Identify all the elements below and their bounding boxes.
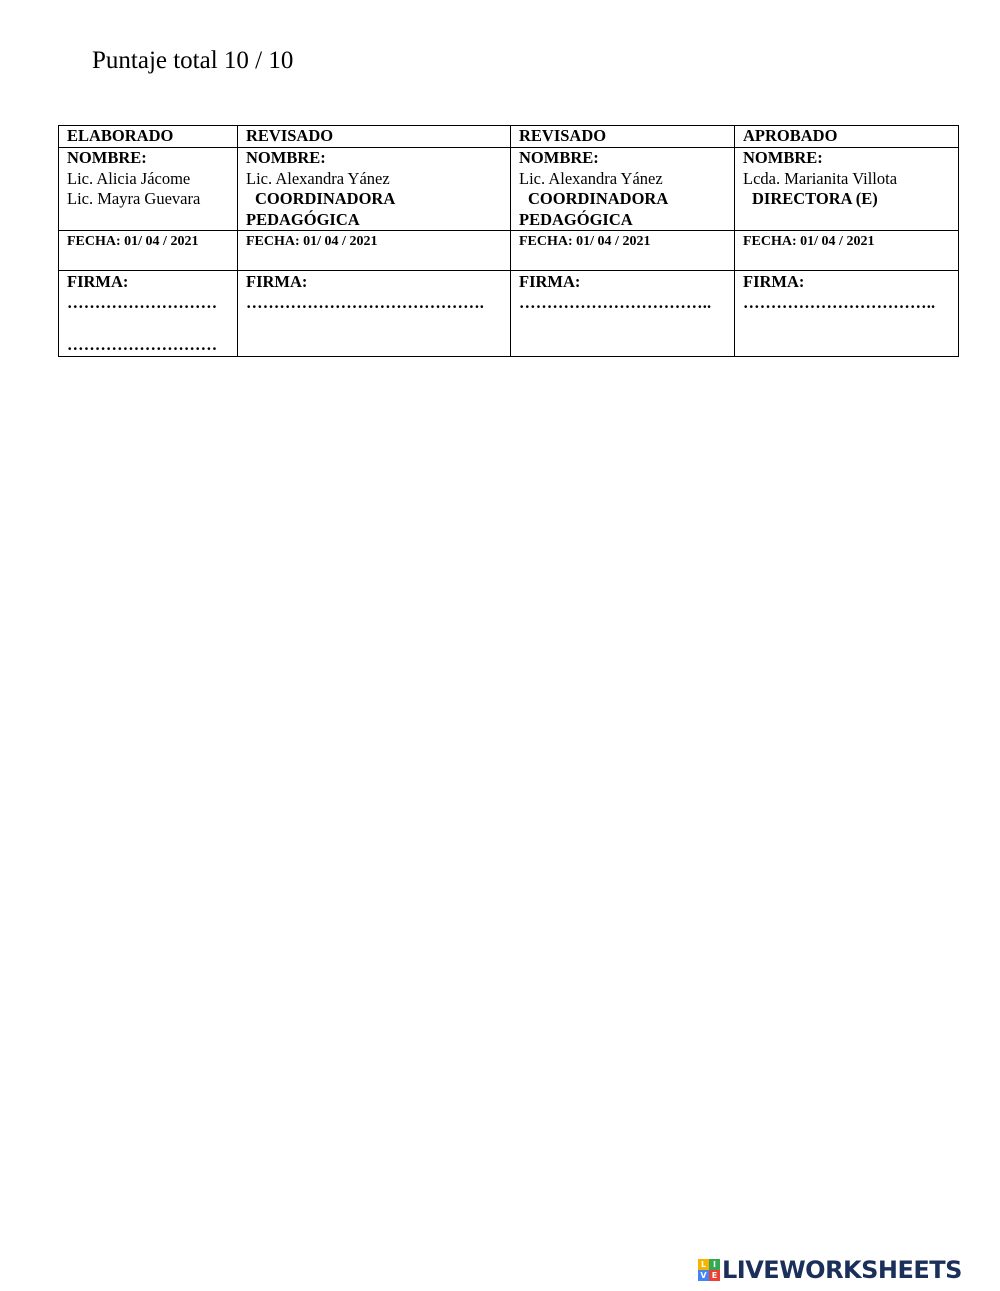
signature-line: …………………………….. bbox=[743, 292, 936, 312]
date-revisado-1: FECHA: 01/ 04 / 2021 bbox=[238, 231, 511, 271]
name-label: NOMBRE: bbox=[519, 148, 599, 167]
role-title: DIRECTORA (E) bbox=[752, 189, 878, 208]
name-label: NOMBRE: bbox=[67, 148, 147, 167]
signature-cell-revisado-1 bbox=[238, 271, 511, 357]
signature-label: FIRMA: bbox=[246, 272, 308, 291]
logo-tile: E bbox=[709, 1270, 720, 1281]
heading-row bbox=[59, 126, 959, 148]
role-title: PEDAGÓGICA bbox=[519, 209, 633, 229]
person-name: Lic. Alicia Jácome bbox=[67, 168, 191, 188]
signature-label: FIRMA: bbox=[519, 272, 581, 291]
heading-aprobado: APROBADO bbox=[735, 126, 959, 148]
date-aprobado: FECHA: 01/ 04 / 2021 bbox=[735, 231, 959, 271]
score-text: Puntaje total 10 / 10 bbox=[92, 47, 294, 74]
signature-cell-revisado-2 bbox=[511, 271, 735, 357]
liveworksheets-watermark bbox=[698, 1256, 962, 1284]
person-name: Lic. Alexandra Yánez bbox=[246, 168, 390, 188]
name-cell-elaborado bbox=[59, 148, 238, 231]
name-cell-aprobado bbox=[735, 148, 959, 231]
date-row bbox=[59, 231, 959, 271]
signature-line: …………………………….. bbox=[519, 292, 712, 312]
person-name: Lcda. Marianita Villota bbox=[743, 168, 898, 188]
heading-elaborado: ELABORADO bbox=[59, 126, 238, 148]
liveworksheets-logo-icon bbox=[698, 1259, 720, 1281]
date-elaborado: FECHA: 01/ 04 / 2021 bbox=[59, 231, 238, 271]
role-title: COORDINADORA bbox=[255, 189, 396, 208]
logo-tile: V bbox=[698, 1270, 709, 1281]
name-cell-revisado-1 bbox=[238, 148, 511, 231]
logo-tile: L bbox=[698, 1259, 709, 1270]
approval-table bbox=[58, 125, 959, 357]
signature-line: ……………………… bbox=[67, 335, 218, 354]
person-name: Lic. Mayra Guevara bbox=[67, 189, 201, 208]
heading-revisado-1: REVISADO bbox=[238, 126, 511, 148]
signature-cell-aprobado bbox=[735, 271, 959, 357]
role-title: COORDINADORA bbox=[528, 189, 669, 208]
name-cell-revisado-2 bbox=[511, 148, 735, 231]
name-label: NOMBRE: bbox=[246, 148, 326, 167]
signature-line: ……………………………………. bbox=[246, 292, 485, 312]
signature-row bbox=[59, 271, 959, 357]
signature-label: FIRMA: bbox=[743, 272, 805, 291]
name-row bbox=[59, 148, 959, 231]
logo-tile: I bbox=[709, 1259, 720, 1270]
role-title: PEDAGÓGICA bbox=[246, 209, 360, 229]
signature-cell-elaborado bbox=[59, 271, 238, 357]
name-label: NOMBRE: bbox=[743, 148, 823, 167]
signature-label: FIRMA: bbox=[67, 272, 129, 291]
date-revisado-2: FECHA: 01/ 04 / 2021 bbox=[511, 231, 735, 271]
signature-line: ……………………… bbox=[67, 292, 218, 312]
heading-revisado-2: REVISADO bbox=[511, 126, 735, 148]
watermark-text: LIVEWORKSHEETS bbox=[722, 1256, 962, 1284]
person-name: Lic. Alexandra Yánez bbox=[519, 168, 663, 188]
